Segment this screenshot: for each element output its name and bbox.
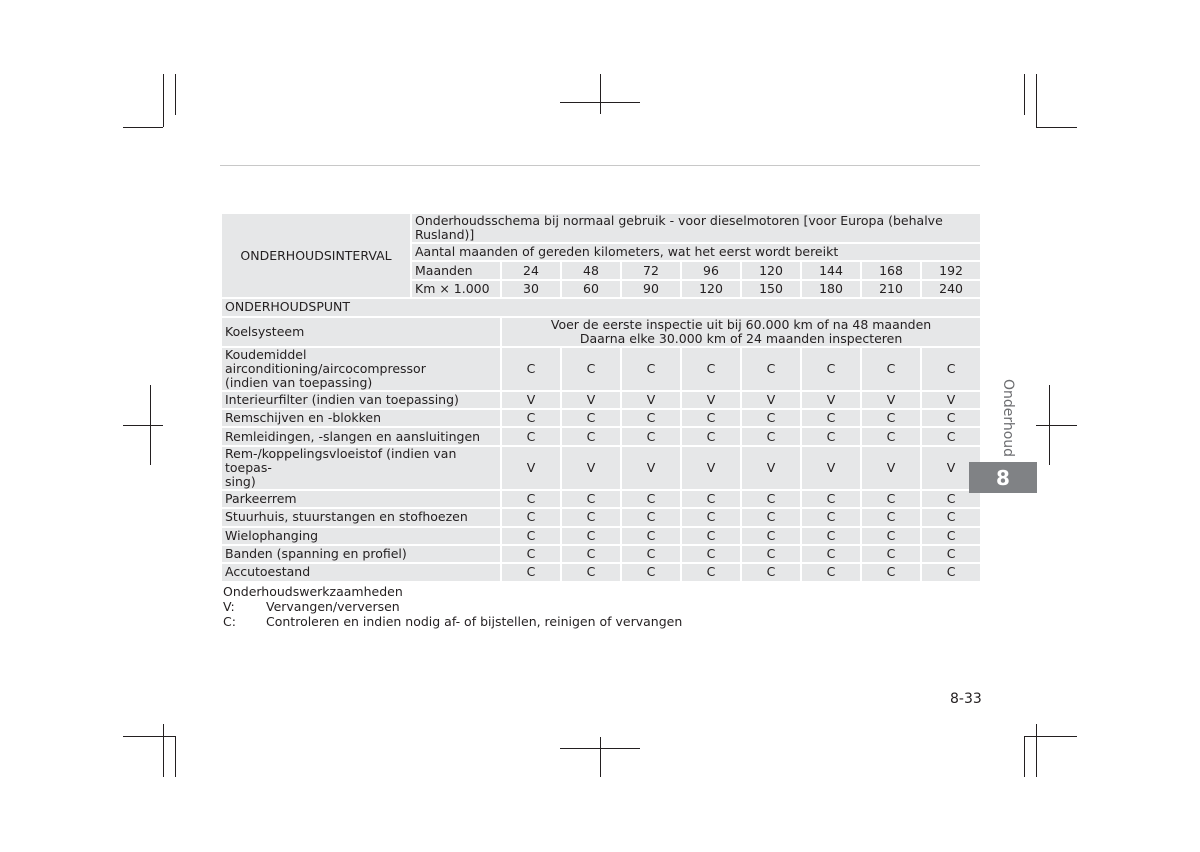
schedule-cell: C bbox=[861, 427, 921, 445]
schedule-cell: C bbox=[501, 545, 561, 563]
months-cell: 48 bbox=[561, 261, 621, 279]
months-cell: 168 bbox=[861, 261, 921, 279]
crop-mark bbox=[1049, 385, 1050, 465]
legend-key: C: bbox=[223, 614, 236, 629]
table-row bbox=[221, 391, 981, 409]
crop-mark bbox=[163, 74, 164, 127]
schedule-cell: V bbox=[921, 391, 981, 409]
schedule-cell: C bbox=[621, 545, 681, 563]
crop-mark bbox=[1024, 736, 1025, 777]
schedule-cell: C bbox=[621, 527, 681, 545]
header-rule bbox=[220, 165, 980, 166]
schedule-cell: C bbox=[921, 427, 981, 445]
schedule-cell: C bbox=[921, 545, 981, 563]
table-row bbox=[221, 213, 981, 243]
schedule-cell: C bbox=[801, 545, 861, 563]
schedule-cell: C bbox=[621, 563, 681, 581]
schedule-cell: C bbox=[921, 409, 981, 427]
legend bbox=[223, 584, 682, 629]
schedule-title: Onderhoudsschema bij normaal gebruik - voor dieselmotoren [voor Europa (behalve Rusland)] bbox=[411, 213, 981, 243]
table-row bbox=[221, 427, 981, 445]
schedule-cell: V bbox=[621, 446, 681, 490]
months-cell: 96 bbox=[681, 261, 741, 279]
schedule-cell: C bbox=[681, 508, 741, 526]
km-cell: 240 bbox=[921, 280, 981, 298]
item-label-line: Rem-/koppelingsvloeistof (indien van toepas- bbox=[225, 445, 457, 475]
schedule-cell: V bbox=[681, 446, 741, 490]
schedule-cell: V bbox=[621, 391, 681, 409]
crop-mark bbox=[1024, 736, 1077, 737]
km-label: Km × 1.000 bbox=[411, 280, 501, 298]
months-cell: 24 bbox=[501, 261, 561, 279]
table-row bbox=[221, 446, 981, 490]
legend-text: Controleren en indien nodig af- of bijstellen, reinigen of vervangen bbox=[266, 614, 683, 629]
schedule-cell: C bbox=[501, 563, 561, 581]
crop-mark bbox=[1036, 425, 1077, 426]
months-cell: 120 bbox=[741, 261, 801, 279]
table-row bbox=[221, 409, 981, 427]
schedule-cell: C bbox=[741, 409, 801, 427]
crop-mark bbox=[123, 736, 175, 737]
schedule-cell: C bbox=[561, 347, 621, 391]
crop-mark bbox=[175, 736, 176, 777]
table-row bbox=[221, 317, 981, 347]
note-line: Daarna elke 30.000 km of 24 maanden inspecteren bbox=[579, 330, 903, 346]
item-label: Remleidingen, -slangen en aansluitingen bbox=[221, 427, 501, 445]
chapter-tab: 8 bbox=[969, 462, 1037, 493]
schedule-cell: C bbox=[621, 508, 681, 526]
schedule-cell: C bbox=[501, 508, 561, 526]
schedule-cell: C bbox=[561, 527, 621, 545]
legend-text: Vervangen/verversen bbox=[266, 599, 400, 614]
table-row bbox=[221, 563, 981, 581]
schedule-cell: V bbox=[861, 446, 921, 490]
schedule-cell: V bbox=[561, 446, 621, 490]
km-cell: 150 bbox=[741, 280, 801, 298]
table-row bbox=[221, 298, 981, 316]
schedule-cell: V bbox=[501, 391, 561, 409]
item-label-line: Koudemiddel airconditioning/aircocompressor bbox=[225, 346, 426, 376]
table-row bbox=[221, 490, 981, 508]
schedule-cell: C bbox=[501, 347, 561, 391]
schedule-cell: C bbox=[801, 508, 861, 526]
schedule-cell: C bbox=[861, 347, 921, 391]
km-cell: 30 bbox=[501, 280, 561, 298]
item-label: Parkeerrem bbox=[221, 490, 501, 508]
crop-mark bbox=[175, 74, 176, 115]
schedule-cell: C bbox=[741, 527, 801, 545]
schedule-cell: C bbox=[801, 527, 861, 545]
km-cell: 180 bbox=[801, 280, 861, 298]
schedule-cell: C bbox=[861, 508, 921, 526]
crop-mark bbox=[600, 74, 601, 114]
legend-title: Onderhoudswerkzaamheden bbox=[223, 584, 403, 599]
page-number: 8-33 bbox=[950, 691, 982, 707]
schedule-cell: C bbox=[801, 409, 861, 427]
schedule-cell: C bbox=[921, 490, 981, 508]
schedule-cell: C bbox=[501, 409, 561, 427]
interval-header: ONDERHOUDSINTERVAL bbox=[221, 213, 411, 298]
schedule-cell: C bbox=[741, 490, 801, 508]
table-row bbox=[221, 347, 981, 391]
schedule-cell: C bbox=[621, 347, 681, 391]
km-cell: 210 bbox=[861, 280, 921, 298]
schedule-cell: C bbox=[741, 563, 801, 581]
months-cell: 72 bbox=[621, 261, 681, 279]
schedule-cell: C bbox=[861, 527, 921, 545]
schedule-cell: C bbox=[561, 427, 621, 445]
schedule-cell: C bbox=[681, 545, 741, 563]
item-label: Accutoestand bbox=[221, 563, 501, 581]
schedule-cell: V bbox=[561, 391, 621, 409]
schedule-cell: C bbox=[561, 563, 621, 581]
item-label: Remschijven en -blokken bbox=[221, 409, 501, 427]
item-label bbox=[221, 347, 501, 391]
schedule-cell: C bbox=[681, 527, 741, 545]
item-label-line: sing) bbox=[225, 473, 256, 489]
schedule-cell: C bbox=[801, 490, 861, 508]
item-label: Interieurfilter (indien van toepassing) bbox=[221, 391, 501, 409]
item-label: Stuurhuis, stuurstangen en stofhoezen bbox=[221, 508, 501, 526]
months-label: Maanden bbox=[411, 261, 501, 279]
schedule-cell: V bbox=[741, 391, 801, 409]
crop-mark bbox=[163, 724, 164, 777]
legend-item bbox=[223, 614, 682, 629]
legend-item bbox=[223, 599, 682, 614]
legend-key: V: bbox=[223, 599, 235, 614]
months-cell: 144 bbox=[801, 261, 861, 279]
schedule-cell: C bbox=[801, 347, 861, 391]
schedule-cell: V bbox=[861, 391, 921, 409]
km-cell: 90 bbox=[621, 280, 681, 298]
schedule-cell: C bbox=[621, 490, 681, 508]
schedule-cell: C bbox=[561, 545, 621, 563]
km-cell: 120 bbox=[681, 280, 741, 298]
item-label: Banden (spanning en profiel) bbox=[221, 545, 501, 563]
item-label: Koelsysteem bbox=[221, 317, 501, 347]
months-cell: 192 bbox=[921, 261, 981, 279]
schedule-cell: C bbox=[801, 427, 861, 445]
schedule-cell: V bbox=[741, 446, 801, 490]
maintenance-schedule-table bbox=[220, 212, 982, 583]
crop-mark bbox=[123, 127, 163, 128]
crop-mark bbox=[150, 385, 151, 465]
cooling-inspection-note bbox=[501, 317, 981, 347]
crop-mark bbox=[1036, 74, 1037, 127]
schedule-cell: C bbox=[741, 347, 801, 391]
schedule-cell: C bbox=[741, 545, 801, 563]
maintenance-point-header: ONDERHOUDSPUNT bbox=[221, 298, 981, 316]
schedule-cell: V bbox=[801, 391, 861, 409]
schedule-cell: C bbox=[861, 563, 921, 581]
schedule-cell: C bbox=[501, 427, 561, 445]
schedule-cell: V bbox=[681, 391, 741, 409]
crop-mark bbox=[1024, 74, 1025, 115]
item-label: Wielophanging bbox=[221, 527, 501, 545]
crop-mark bbox=[123, 425, 163, 426]
schedule-cell: C bbox=[741, 508, 801, 526]
schedule-cell: C bbox=[621, 409, 681, 427]
schedule-cell: V bbox=[501, 446, 561, 490]
schedule-cell: C bbox=[741, 427, 801, 445]
schedule-cell: C bbox=[501, 527, 561, 545]
schedule-cell: V bbox=[921, 446, 981, 490]
schedule-cell: C bbox=[861, 545, 921, 563]
table-row bbox=[221, 545, 981, 563]
schedule-cell: C bbox=[621, 427, 681, 445]
table-row bbox=[221, 508, 981, 526]
schedule-cell: C bbox=[681, 427, 741, 445]
schedule-cell: C bbox=[681, 409, 741, 427]
km-cell: 60 bbox=[561, 280, 621, 298]
schedule-cell: C bbox=[681, 347, 741, 391]
crop-mark bbox=[1036, 724, 1037, 777]
schedule-cell: C bbox=[681, 490, 741, 508]
schedule-cell: C bbox=[921, 563, 981, 581]
item-label-line: (indien van toepassing) bbox=[225, 374, 373, 390]
schedule-cell: C bbox=[861, 409, 921, 427]
schedule-cell: C bbox=[921, 508, 981, 526]
schedule-cell: V bbox=[801, 446, 861, 490]
crop-mark bbox=[600, 737, 601, 777]
schedule-cell: C bbox=[561, 508, 621, 526]
schedule-cell: C bbox=[921, 347, 981, 391]
interval-note: Aantal maanden of gereden kilometers, wat het eerst wordt bereikt bbox=[411, 243, 981, 261]
item-label bbox=[221, 446, 501, 490]
schedule-cell: C bbox=[921, 527, 981, 545]
schedule-cell: C bbox=[681, 563, 741, 581]
schedule-cell: C bbox=[861, 490, 921, 508]
table-row bbox=[221, 527, 981, 545]
crop-mark bbox=[1036, 127, 1077, 128]
note-line: Voer de eerste inspectie uit bij 60.000 km of na 48 maanden bbox=[550, 316, 932, 332]
schedule-cell: C bbox=[561, 490, 621, 508]
schedule-cell: C bbox=[501, 490, 561, 508]
schedule-cell: C bbox=[801, 563, 861, 581]
schedule-cell: C bbox=[561, 409, 621, 427]
section-label: Onderhoud bbox=[1000, 378, 1016, 458]
